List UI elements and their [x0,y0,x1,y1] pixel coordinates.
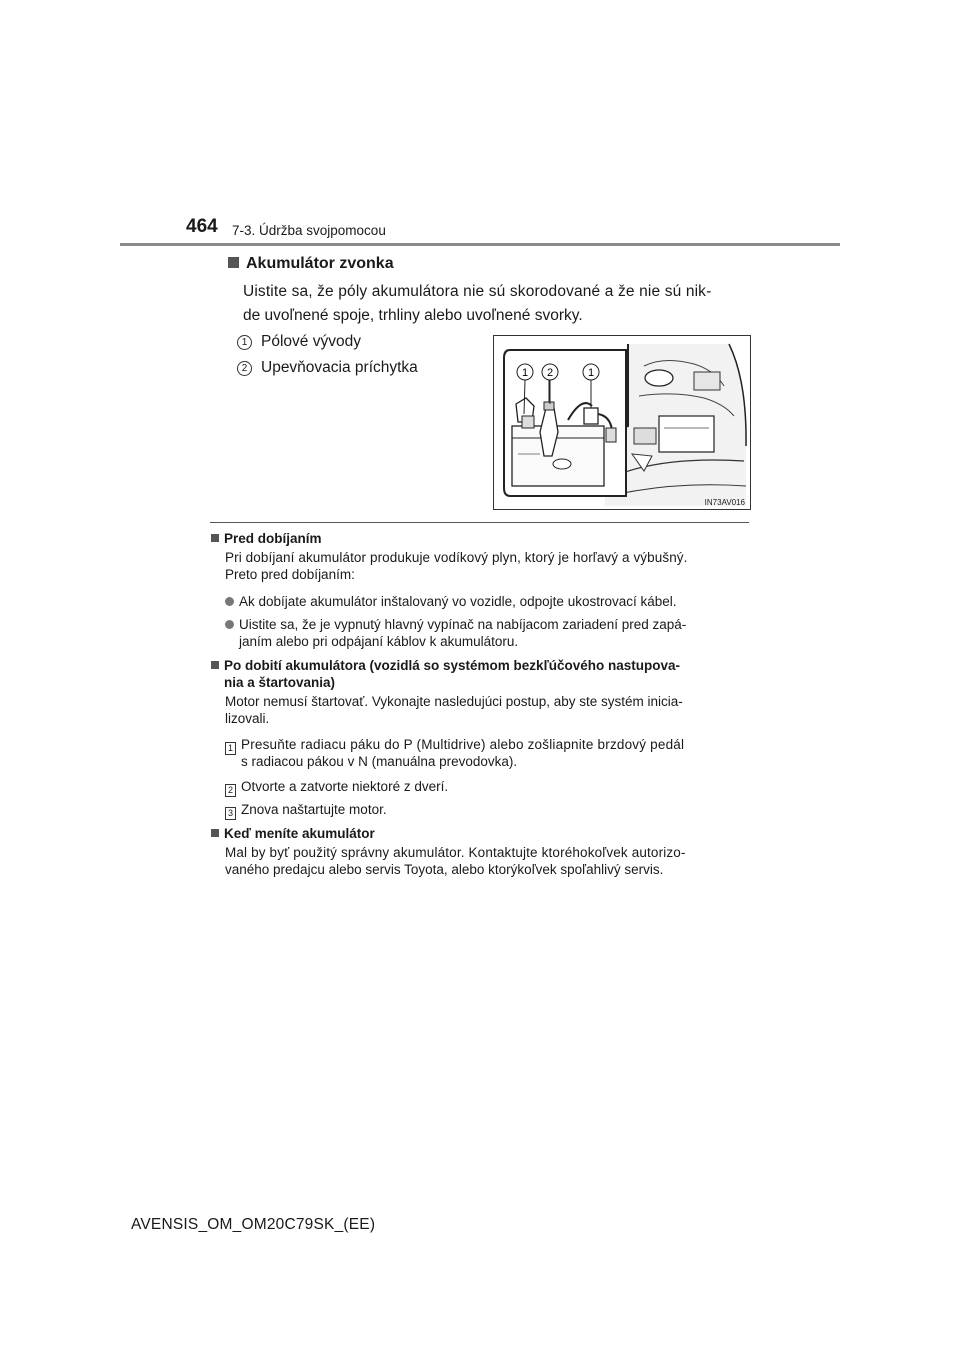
legend-item-2: 2 Upevňovacia príchytka [237,359,418,377]
section-divider [210,522,749,523]
legend-item-1: 1 Pólové vývody [237,333,361,351]
section-title: 7-3. Údržba svojpomocou [232,223,386,238]
square-bullet-icon [211,829,219,837]
document-code-footer: AVENSIS_OM_OM20C79SK_(EE) [131,1216,376,1233]
step-number-3 [225,803,236,821]
engine-bay-drawing [494,336,750,509]
round-bullet-icon [225,597,234,606]
figure-callout-1: 1 [521,367,529,379]
figure-callout-3: 1 [587,367,595,379]
step-number-1 [225,738,236,756]
heading-akumulator-zvonka: Akumulátor zvonka [228,255,394,273]
battery-illustration [493,335,751,510]
header-rule [120,243,840,246]
step-item: Presuňte radiacu páku do P (Multidrive) alebo zošliapnite brzdový pedál s radiacou pákou v N (manuálna prevodovka). [241,737,685,769]
intro-paragraph: Uistite sa, že póly akumulátora nie sú skorodované a že nie sú nik- de uvoľnené spoje, trhliny alebo uvoľnené svorky. [243,283,712,324]
heading-pred-dobijanim: Pred dobíjaním [211,531,322,546]
square-bullet-icon [211,661,219,669]
callout-number-icon: 2 [237,361,252,376]
step-number-2 [225,780,236,798]
ked-paragraph: Mal by byť použitý správny akumulátor. Kontaktujte ktoréhokoľvek autorizo- vaného predajcu alebo servis Toyota, alebo ktorýkoľvek spoľahlivý servis. [225,845,686,877]
bullet-item: Ak dobíjate akumulátor inštalovaný vo vozidle, odpojte ukostrovací kábel. [225,593,750,610]
heading-ked-menite: Keď meníte akumulátor [211,826,375,841]
figure-code: IN73AV016 [704,498,745,507]
step-item: Otvorte a zatvorte niektoré z dverí. [241,779,449,794]
round-bullet-icon [225,620,234,629]
po-paragraph: Motor nemusí štartovať. Vykonajte nasledujúci postup, aby ste systém inicia- lizovali. [225,694,683,726]
step-box-icon: 2 [225,784,236,797]
callout-number-icon: 1 [237,335,252,350]
figure-callout-2: 2 [546,367,554,379]
heading-po-dobiti: Po dobití akumulátora (vozidlá so systémom bezkľúčového nastupova- nia a štartovania) [211,657,751,691]
square-bullet-icon [211,534,219,542]
square-bullet-icon [228,257,239,268]
page-number: 464 [186,216,218,237]
step-box-icon: 1 [225,742,236,755]
bullet-item: Uistite sa, že je vypnutý hlavný vypínač na nabíjacom zariadení pred zapá- janím alebo pri odpájaní káblov k akumulátoru. [225,616,753,650]
step-item: Znova naštartujte motor. [241,802,387,817]
pred-paragraph: Pri dobíjaní akumulátor produkuje vodíkový plyn, ktorý je horľavý a výbušný. Preto pred dobíjaním: [225,550,688,582]
step-box-icon: 3 [225,807,236,820]
